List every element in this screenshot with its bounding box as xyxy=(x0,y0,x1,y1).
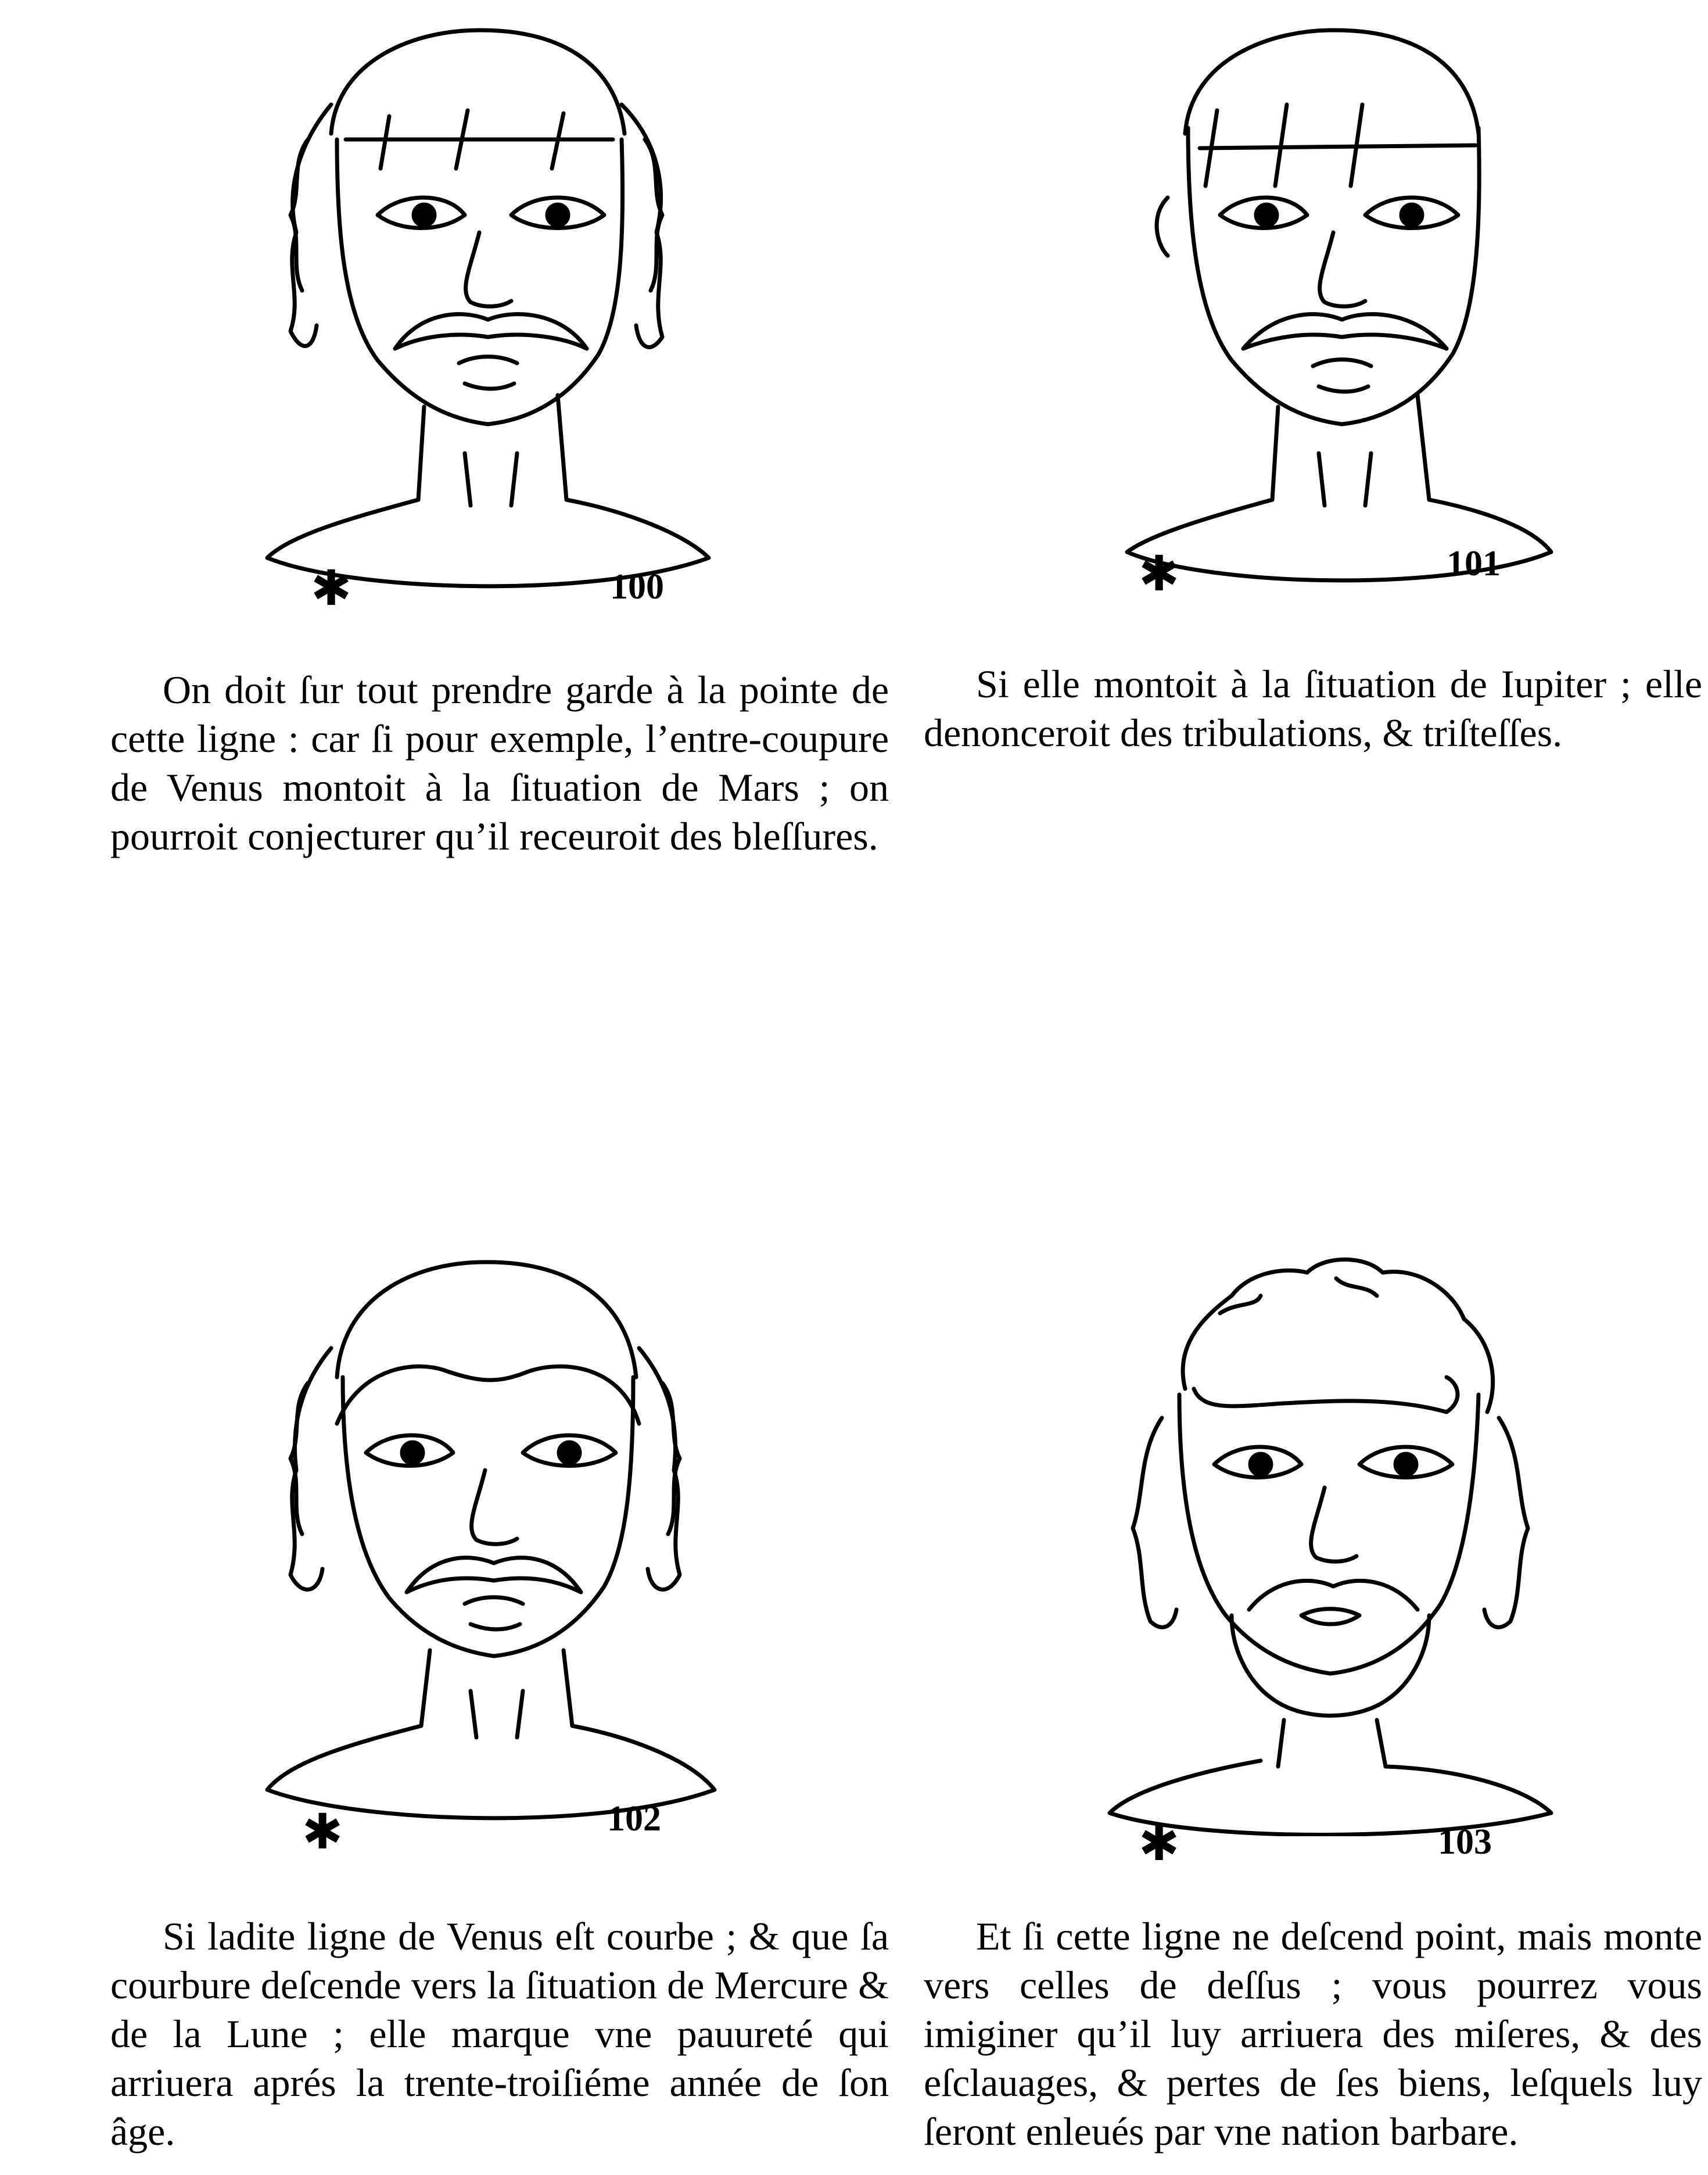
caption-101 xyxy=(924,660,1702,757)
caption-103-text: Et ſi cette ligne ne deſcend point, mais monte vers celles de deſſus ; vous pourrez vous imiginer qu’il luy arriuera des miſeres, & des eſclauages, & pertes de ſes biens, leſquels luy ſeront enleués par vne nation barbare. xyxy=(924,1914,1702,2153)
plate-number-103: 103 xyxy=(1438,1822,1492,1862)
star-mark-102: ✱ xyxy=(302,1803,343,1860)
star-mark-101: ✱ xyxy=(1139,545,1180,602)
star-mark-100: ✱ xyxy=(311,560,352,617)
woodcut-head-102 xyxy=(256,1249,720,1830)
plate-number-102: 102 xyxy=(607,1799,661,1839)
woodcut-head-101 xyxy=(1104,23,1569,593)
caption-103 xyxy=(924,1912,1702,2156)
caption-100 xyxy=(110,665,889,861)
woodcut-head-103 xyxy=(1092,1244,1569,1836)
caption-102 xyxy=(110,1912,889,2156)
caption-100-text: On doit ſur tout prendre garde à la pointe de cette ligne : car ſi pour exemple, l’entre-coupure de Venus montoit à la ſituation de Mars ; on pourroit conjecturer qu’il receuroit des bleſſures. xyxy=(110,668,889,858)
plate-number-100: 100 xyxy=(610,567,664,607)
star-mark-103: ✱ xyxy=(1139,1815,1180,1872)
caption-101-text: Si elle montoit à la ſituation de Iupiter ; elle denonceroit des tribulations, & triſteſſes. xyxy=(924,662,1702,755)
woodcut-head-100 xyxy=(250,23,726,604)
caption-102-text: Si ladite ligne de Venus eſt courbe ; & que ſa courbure deſcende vers la ſituation de Mercure & de la Lune ; elle marque vne pauureté qui arriuera aprés la trente-troiſiéme année de ſon âge. xyxy=(110,1914,889,2153)
plate-number-101: 101 xyxy=(1447,544,1501,583)
